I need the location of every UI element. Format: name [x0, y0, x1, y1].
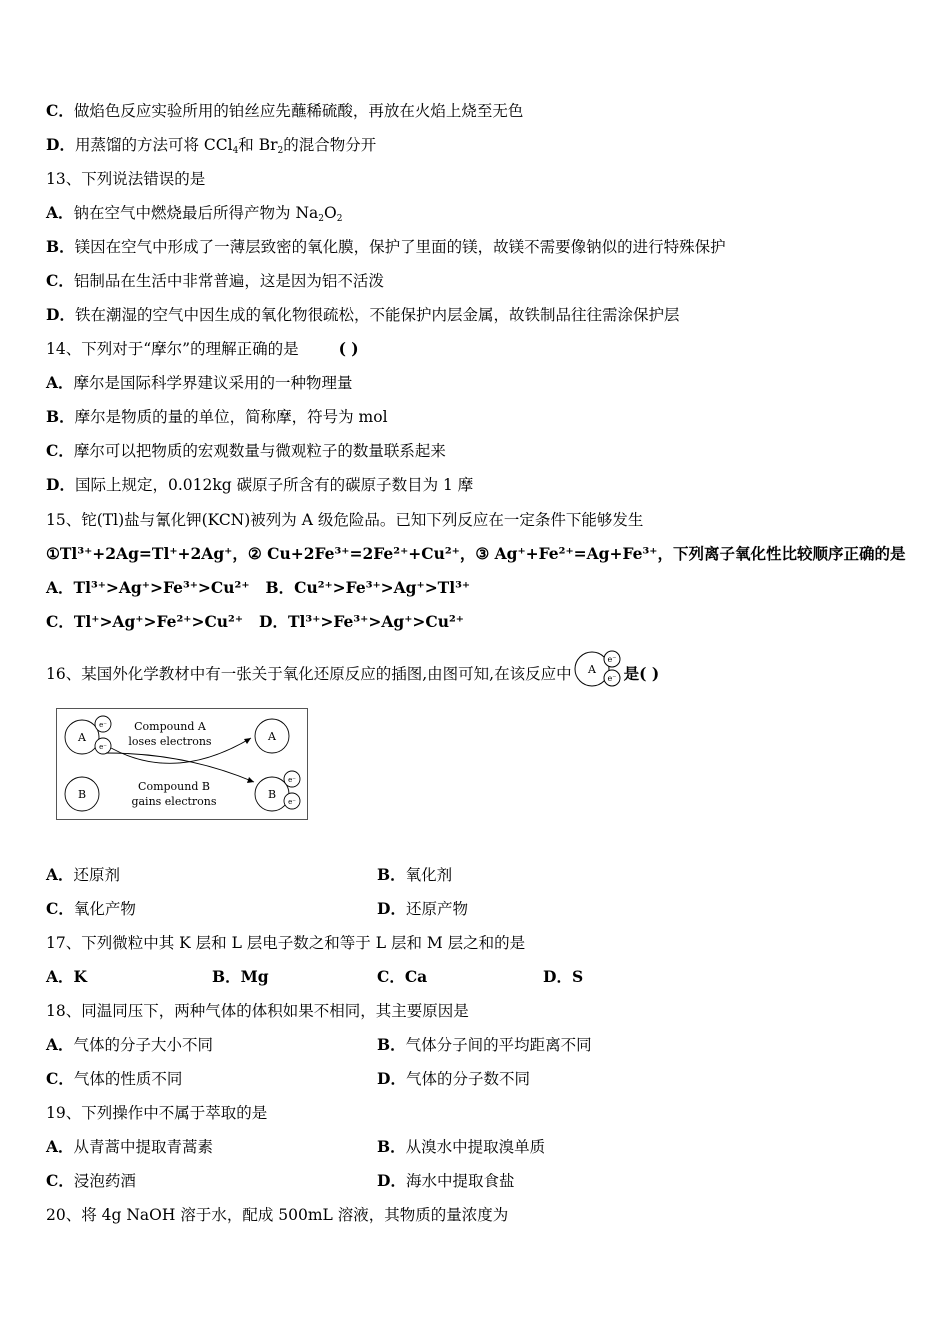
- q16-option-d: D．还原产物: [377, 899, 468, 918]
- q12-option-d: D．用蒸馏的方法可将 CCl$_4$和 $Br_2$的混合物分开: [46, 135, 377, 156]
- q16-option-c: C．氧化产物: [46, 899, 136, 918]
- q20-stem: 20、将 4g NaOH 溶于水，配成 500mL 溶液，其物质的量浓度为: [46, 1206, 509, 1224]
- diagram-label-compound-b: Compound B: [138, 780, 210, 793]
- diagram-electron-a2: e⁻: [99, 743, 107, 751]
- q17-option-b: B．Mg: [212, 967, 269, 986]
- q18-option-a: A．气体的分子大小不同: [46, 1035, 214, 1054]
- q18-option-c: C．气体的性质不同: [46, 1069, 183, 1088]
- q16-option-a: A．还原剂: [46, 865, 121, 884]
- q15-stem: 15、铊(Tl)盐与氰化钾(KCN)被列为 A 级危险品。已知下列反应在一定条件下能够发生: [46, 511, 644, 529]
- q15-reactions: ①Tl³⁺+2Ag=Tl⁺+2Ag⁺，② Cu+2Fe³⁺=2Fe²⁺+Cu²⁺，③ Ag⁺+Fe²⁺=Ag+Fe³⁺，下列离子氧化性比较顺序正确的是: [46, 544, 906, 563]
- q19-option-c: C．浸泡药酒: [46, 1171, 136, 1190]
- q13-option-b: B．镁因在空气中形成了一薄层致密的氧化膜，保护了里面的镁，故镁不需要像钠似的进行特殊保护: [46, 237, 726, 256]
- diagram-atom-b-left: B: [77, 788, 87, 801]
- q15-options-ab: A．Tl³⁺>Ag⁺>Fe³⁺>Cu²⁺ B．Cu²⁺>Fe³⁺>Ag⁺>Tl³⁺: [46, 578, 471, 597]
- atom-a-icon: [572, 647, 624, 691]
- diagram-electron-b2: e⁻: [288, 798, 296, 806]
- diagram-electron-a1: e⁻: [99, 721, 107, 729]
- q14-option-c: C．摩尔可以把物质的宏观数量与微观粒子的数量联系起来: [46, 441, 446, 460]
- diagram-label-gains: gains electrons: [131, 795, 217, 808]
- q14-option-a: A．摩尔是国际科学界建议采用的一种物理量: [46, 373, 353, 392]
- q18-option-d: D．气体的分子数不同: [377, 1069, 530, 1088]
- q17-stem: 17、下列微粒中其 K 层和 L 层电子数之和等于 L 层和 M 层之和的是: [46, 934, 526, 952]
- diagram-atom-a-left: A: [78, 731, 86, 744]
- q13-option-d: D．铁在潮湿的空气中因生成的氧化物很疏松，不能保护内层金属，故铁制品往往需涂保护层: [46, 305, 680, 324]
- q14-option-b: B．摩尔是物质的量的单位，简称摩，符号为 mol: [46, 407, 388, 426]
- q19-option-a: A．从青蒿中提取青蒿素: [46, 1137, 214, 1156]
- diagram-label-compound-a: Compound A: [134, 720, 206, 733]
- q17-option-d: D．S: [543, 967, 584, 986]
- diagram-electron-b1: e⁻: [288, 776, 296, 784]
- q15-options-cd: C．Tl⁺>Ag⁺>Fe²⁺>Cu²⁺ D．Tl³⁺>Fe³⁺>Ag⁺>Cu²⁺: [46, 612, 464, 631]
- q16-stem: 16、某国外化学教材中有一张关于氧化还原反应的插图,由图可知,在该反应中 A e⁻ e⁻ 是( ): [46, 659, 659, 691]
- icon-electron-2: e⁻: [607, 674, 617, 683]
- q19-option-d: D．海水中提取食盐: [377, 1171, 515, 1190]
- q17-option-a: A．K: [46, 967, 88, 986]
- q16-option-b: B．氧化剂: [377, 865, 453, 884]
- q18-option-b: B．气体分子间的平均距离不同: [377, 1035, 592, 1054]
- icon-atom-label: A: [587, 663, 596, 676]
- icon-electron-1: e⁻: [607, 655, 617, 664]
- diagram-atom-b-right: B: [267, 788, 277, 801]
- q12-option-c: C．做焰色反应实验所用的铂丝应先蘸稀硫酸，再放在火焰上烧至无色: [46, 101, 524, 120]
- q14-stem: 14、下列对于“摩尔”的理解正确的是 ( ): [46, 339, 359, 358]
- q18-stem: 18、同温同压下，两种气体的体积如果不相同，其主要原因是: [46, 1002, 469, 1020]
- q13-option-a: A．钠在空气中燃烧最后所得产物为 $Na_2O_2$: [46, 203, 343, 224]
- diagram-atom-a-right: A: [268, 730, 276, 743]
- redox-diagram: [56, 708, 308, 820]
- q19-stem: 19、下列操作中不属于萃取的是: [46, 1104, 268, 1122]
- q19-option-b: B．从溴水中提取溴单质: [377, 1137, 546, 1156]
- q14-option-d: D．国际上规定，0.012kg 碳原子所含有的碳原子数目为 1 摩: [46, 475, 474, 494]
- q17-option-c: C．Ca: [377, 967, 428, 986]
- diagram-label-loses: loses electrons: [128, 735, 212, 748]
- q13-stem: 13、下列说法错误的是: [46, 170, 206, 188]
- q13-option-c: C．铝制品在生活中非常普遍，这是因为铝不活泼: [46, 271, 384, 290]
